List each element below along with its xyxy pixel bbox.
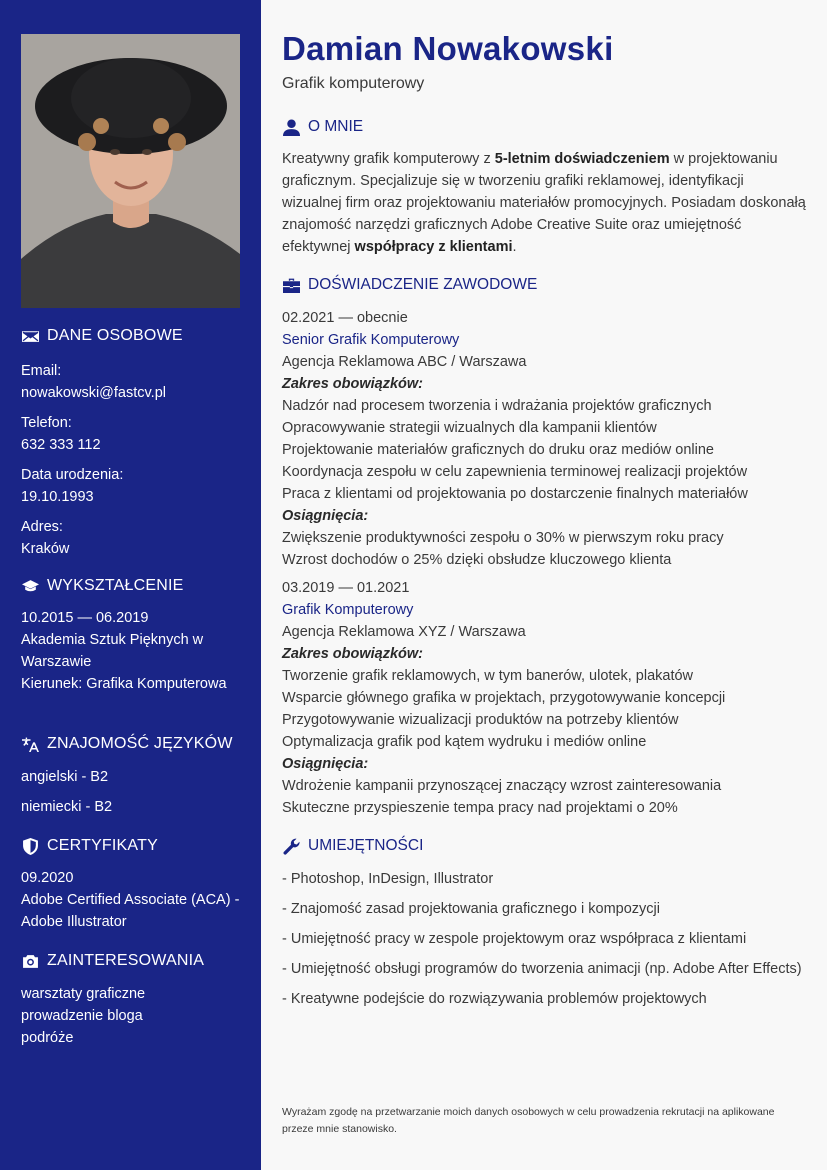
education-heading	[21, 575, 246, 597]
about-text	[282, 148, 807, 258]
personal-heading	[21, 325, 246, 347]
birth-label: Data urodzenia:	[21, 467, 124, 483]
duty-item: Projektowanie materiałów graficznych do druku oraz mediów online	[282, 442, 714, 458]
wrench-icon	[282, 837, 300, 855]
certificates-heading	[21, 835, 246, 857]
education-section	[21, 575, 246, 695]
briefcase-icon	[282, 276, 300, 294]
job-entry	[282, 577, 812, 819]
email-value[interactable]: nowakowski@fastcv.pl	[21, 385, 166, 401]
duty-item: Opracowywanie strategii wizualnych dla kampanii klientów	[282, 420, 657, 436]
envelope-icon	[21, 327, 39, 345]
job-entry	[282, 307, 812, 571]
certificate-name: Adobe Certified Associate (ACA) - Adobe Illustrator	[21, 892, 240, 930]
skills-heading	[282, 835, 423, 857]
about-highlight: 5-letnim doświadczeniem	[494, 151, 670, 167]
duty-item: Tworzenie grafik reklamowych, w tym banerów, ulotek, plakatów	[282, 668, 694, 684]
education-dates: 10.2015 — 06.2019	[21, 610, 149, 626]
camera-icon	[21, 952, 39, 970]
about-text-part: Kreatywny grafik komputerowy z	[282, 151, 495, 167]
birth-value: 19.10.1993	[21, 489, 94, 505]
achievements-label: Osiągnięcia:	[282, 508, 369, 524]
interests-heading-label: ZAINTERESOWANIA	[47, 952, 205, 969]
duty-item: Wsparcie głównego grafika w projektach, przygotowywanie koncepcji	[282, 690, 726, 706]
duty-item: Przygotowywanie wizualizacji produktów na potrzeby klientów	[282, 712, 679, 728]
education-field: Kierunek: Grafika Komputerowa	[21, 676, 227, 692]
personal-section	[21, 325, 246, 560]
user-icon	[282, 118, 300, 136]
experience-heading-label: DOŚWIADCZENIE ZAWODOWE	[308, 276, 538, 293]
experience-heading	[282, 274, 537, 296]
about-text-part: .	[512, 239, 517, 255]
about-heading-label: O MNIE	[308, 118, 364, 135]
about-heading	[282, 116, 363, 138]
duties-label: Zakres obowiązków:	[282, 376, 424, 392]
phone-value[interactable]: 632 333 112	[21, 437, 101, 453]
job-position: Grafik Komputerowy	[282, 602, 414, 618]
interest-item: podróże	[21, 1030, 74, 1046]
duty-item: Optymalizacja grafik pod kątem wydruku i mediów online	[282, 734, 647, 750]
duty-item: Nadzór nad procesem tworzenia i wdrażania projektów graficznych	[282, 398, 712, 414]
skills-list	[282, 868, 812, 1018]
skill-item: - Umiejętność pracy w zespole projektowym oraz współpraca z klientami	[282, 931, 747, 947]
personal-heading-label: DANE OSOBOWE	[47, 327, 183, 344]
skill-item: - Znajomość zasad projektowania graficznego i kompozycji	[282, 901, 660, 917]
interests-heading	[21, 950, 246, 972]
job-dates: 02.2021 — obecnie	[282, 310, 408, 326]
email-label: Email:	[21, 363, 62, 379]
skill-item: - Umiejętność obsługi programów do tworzenia animacji (np. Adobe After Effects)	[282, 961, 802, 977]
graduation-cap-icon	[21, 577, 39, 595]
address-label: Adres:	[21, 519, 63, 535]
achievements-label: Osiągnięcia:	[282, 756, 369, 772]
about-text-part: w projektowaniu graficznym. Specjalizuje się w tworzeniu grafiki reklamowej, identyfikacji wizualnej firm oraz projektowaniu materiałów promocyjnych. Posiadam doskonałą znajomość narzędzi graficznych Adobe Creative Suite oraz umiejętność efektywnej	[282, 151, 806, 255]
skill-item: - Kreatywne podejście do rozwiązywania problemów projektowych	[282, 991, 707, 1007]
languages-heading	[21, 733, 246, 755]
languages-heading-label: ZNAJOMOŚĆ JĘZYKÓW	[47, 735, 233, 752]
job-company: Agencja Reklamowa ABC / Warszawa	[282, 354, 527, 370]
education-school: Akademia Sztuk Pięknych w Warszawie	[21, 632, 204, 670]
achievement-item: Zwiększenie produktywności zespołu o 30% w pierwszym roku pracy	[282, 530, 724, 546]
achievement-item: Skuteczne przyspieszenie tempa pracy nad projektami o 20%	[282, 800, 678, 816]
achievement-item: Wzrost dochodów o 25% dzięki obsłudze kluczowego klienta	[282, 552, 672, 568]
shield-icon	[21, 837, 39, 855]
duty-item: Praca z klientami od projektowania po dostarczenie finalnych materiałów	[282, 486, 748, 502]
duty-item: Koordynacja zespołu w celu zapewnienia terminowej realizacji projektów	[282, 464, 748, 480]
skill-item: - Photoshop, InDesign, Illustrator	[282, 871, 494, 887]
certificates-section	[21, 835, 246, 933]
education-heading-label: WYKSZTAŁCENIE	[47, 577, 184, 594]
language-item: niemiecki - B2	[21, 799, 113, 815]
certificates-heading-label: CERTYFIKATY	[47, 837, 158, 854]
address-value: Kraków	[21, 541, 70, 557]
interest-item: warsztaty graficzne	[21, 986, 146, 1002]
languages-section	[21, 733, 246, 818]
sidebar	[0, 0, 261, 1170]
certificate-date: 09.2020	[21, 870, 74, 886]
job-dates: 03.2019 — 01.2021	[282, 580, 410, 596]
translate-icon	[21, 735, 39, 753]
language-item: angielski - B2	[21, 769, 109, 785]
phone-label: Telefon:	[21, 415, 72, 431]
interests-section	[21, 950, 246, 1049]
interest-item: prowadzenie bloga	[21, 1008, 143, 1024]
achievement-item: Wdrożenie kampanii przynoszącej znaczący wzrost zainteresowania	[282, 778, 722, 794]
candidate-name: Damian Nowakowski	[282, 30, 614, 67]
profile-photo	[21, 34, 240, 308]
about-highlight: współpracy z klientami	[354, 239, 513, 255]
candidate-title: Grafik komputerowy	[282, 75, 425, 92]
job-company: Agencja Reklamowa XYZ / Warszawa	[282, 624, 526, 640]
gdpr-consent: Wyrażam zgodę na przetwarzanie moich danych osobowych w celu prowadzenia rekrutacji na aplikowane przeze mnie stanowisko.	[282, 1106, 775, 1135]
skills-heading-label: UMIEJĘTNOŚCI	[308, 837, 424, 854]
duties-label: Zakres obowiązków:	[282, 646, 424, 662]
job-position: Senior Grafik Komputerowy	[282, 332, 460, 348]
